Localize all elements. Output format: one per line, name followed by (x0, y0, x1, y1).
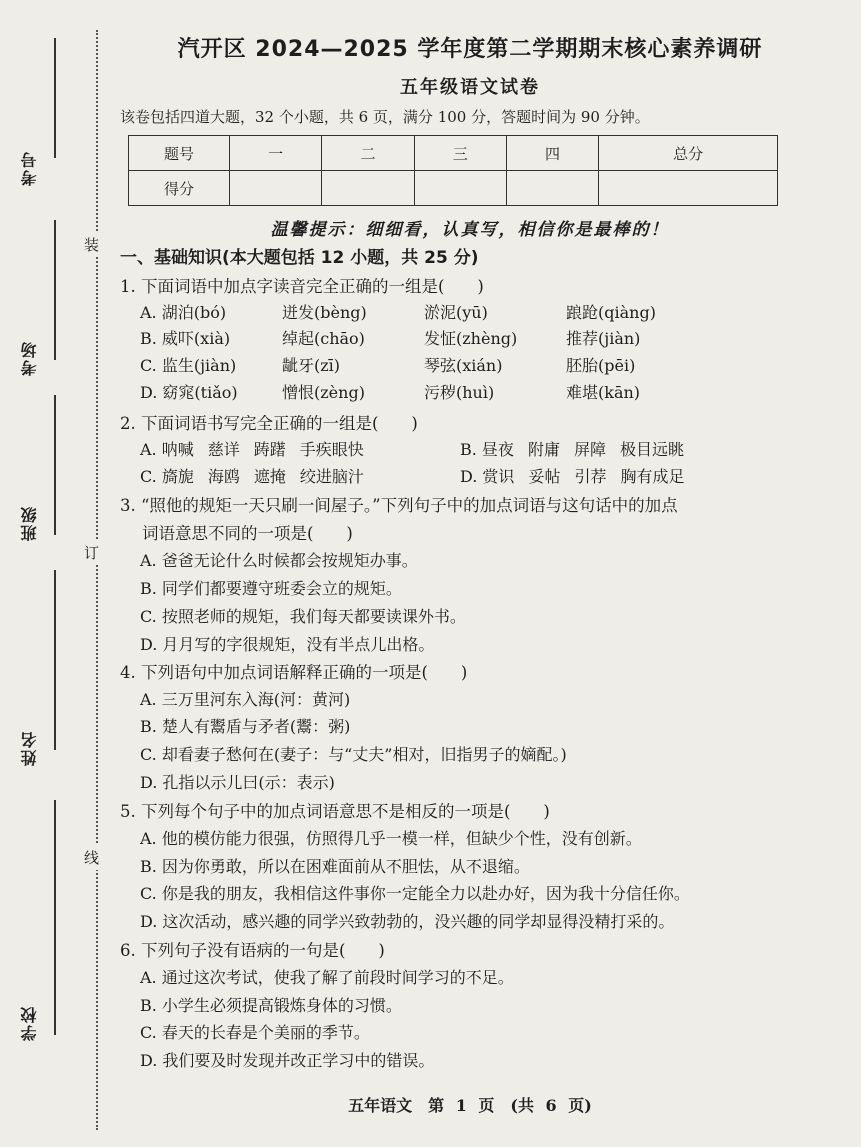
option-cell: 迸发(bèng) (282, 303, 367, 322)
option-cell: 发怔(zhèng) (424, 329, 518, 348)
question-6-option: D. 我们要及时发现并改正学习中的错误。 (140, 1051, 435, 1070)
question-5-option: C. 你是我的朋友，我相信这件事你一定能全力以赴办好，因为我十分信任你。 (140, 884, 690, 903)
question-4-option: B. 楚人有鬻盾与矛者(鬻：粥) (140, 717, 351, 736)
question-3-stem-line2: 词语意思不同的一项是( ) (142, 524, 353, 543)
score-table-column: 二 (322, 136, 414, 171)
margin-label-school: 学校 (20, 1005, 39, 1041)
margin-fill-line (54, 800, 56, 1035)
exam-title: 汽开区 2024—2025 学年度第二学期期末核心素养调研 (177, 37, 763, 62)
option-word: 海鸥 (207, 467, 240, 486)
score-table-row (129, 171, 778, 206)
option-cell: A. 湖泊(bó) (140, 303, 227, 322)
score-table-column: 三 (414, 136, 506, 171)
score-table-header: 题号 (129, 136, 230, 171)
question-2-row (460, 464, 698, 487)
option-word: 慈详 (207, 440, 240, 459)
question-6-option: C. 春天的长春是个美丽的季节。 (140, 1023, 370, 1042)
question-5-option: D. 这次活动，感兴趣的同学兴致勃勃的，没兴趣的同学却显得没精打采的。 (140, 912, 675, 931)
binding-word-xian: 线 (84, 845, 99, 870)
option-cell: 憎恨(zèng) (282, 383, 365, 402)
question-3-option: C. 按照老师的规矩，我们每天都要读课外书。 (140, 607, 466, 626)
question-1-row (140, 380, 640, 403)
question-5-option: B. 因为你勇敢，所以在困难面前从不胆怯，从不退缩。 (140, 857, 530, 876)
exam-instructions: 该卷包括四道大题，32 个小题，共 6 页，满分 100 分，答题时间为 90 分钟。 (120, 108, 650, 126)
option-word: B. 昼夜 (460, 440, 514, 459)
question-1-row (140, 326, 640, 349)
option-cell: 踉跄(qiàng) (566, 303, 656, 322)
question-1-row (140, 353, 635, 376)
question-6-stem: 6. 下列句子没有语病的一句是( ) (120, 941, 385, 960)
question-1-stem: 1. 下面词语中加点字读音完全正确的一组是( ) (120, 277, 484, 296)
option-word: A. 呐喊 (140, 440, 194, 459)
option-word: 绞进脑汁 (299, 467, 364, 486)
margin-label-exam-room: 考场 (20, 340, 39, 376)
score-cell[interactable] (599, 171, 778, 206)
section-heading: 一、基础知识(本大题包括 12 小题，共 25 分) (120, 248, 479, 268)
question-5-stem: 5. 下列每个句子中的加点词语意思不是相反的一项是( ) (120, 802, 550, 821)
score-table-column: 总分 (599, 136, 778, 171)
option-word: 踌躇 (253, 440, 286, 459)
margin-fill-line (54, 570, 56, 750)
question-4-option: A. 三万里河东入海(河：黄河) (140, 690, 351, 709)
score-table-row (129, 136, 778, 171)
option-word: 引荐 (574, 467, 607, 486)
margin-label-name: 姓名 (20, 730, 39, 766)
question-2-row (140, 464, 378, 487)
score-table-column: 四 (506, 136, 598, 171)
margin-fill-line (54, 395, 56, 535)
question-4-stem: 4. 下列语句中加点词语解释正确的一项是( ) (120, 663, 468, 682)
option-word: 遮掩 (253, 467, 286, 486)
question-4-option: C. 却看妻子愁何在(妻子：与“丈夫”相对，旧指男子的嫡配。) (140, 745, 567, 764)
score-table (128, 135, 778, 206)
option-cell: 难堪(kān) (566, 383, 641, 402)
option-cell: D. 窈窕(tiǎo) (140, 383, 238, 402)
option-cell: 琴弦(xián) (424, 356, 503, 375)
binding-word-ding: 订 (84, 540, 99, 565)
option-word: D. 赏识 (460, 467, 515, 486)
question-3-option: B. 同学们都要遵守班委会立的规矩。 (140, 579, 402, 598)
margin-fill-line (54, 38, 56, 158)
score-cell[interactable] (414, 171, 506, 206)
margin-fill-line (54, 220, 56, 360)
question-2-stem: 2. 下面词语书写完全正确的一组是( ) (120, 414, 418, 433)
margin-label-class: 班级 (20, 505, 39, 541)
question-2-row (460, 437, 698, 460)
score-cell[interactable] (506, 171, 598, 206)
question-4-option: D. 孔指以示儿曰(示：表示) (140, 773, 335, 792)
binding-word-zhuang: 装 (84, 232, 99, 257)
question-3-option: D. 月月写的字很规矩，没有半点儿出格。 (140, 635, 435, 654)
warm-tip: 温馨提示：细细看，认真写，相信你是最棒的！ (270, 220, 670, 240)
option-word: 妥帖 (528, 467, 561, 486)
question-6-option: B. 小学生必须提高锻炼身体的习惯。 (140, 996, 402, 1015)
option-word: 手疾眼快 (299, 440, 364, 459)
option-cell: C. 监生(jiàn) (140, 356, 237, 375)
option-cell: 污秽(huì) (424, 383, 495, 402)
question-6-option: A. 通过这次考试，使我了解了前段时间学习的不足。 (140, 968, 514, 987)
margin-label-exam-number: 考号 (20, 150, 39, 186)
question-5-option: A. 他的模仿能力很强，仿照得几乎一模一样，但缺少个性，没有创新。 (140, 829, 642, 848)
score-cell[interactable] (322, 171, 414, 206)
option-cell: 推荐(jiàn) (566, 329, 641, 348)
score-table-column: 一 (230, 136, 322, 171)
binding-dotted-line (96, 30, 98, 1130)
option-cell: 胚胎(pēi) (566, 356, 636, 375)
question-3-option: A. 爸爸无论什么时候都会按规矩办事。 (140, 551, 418, 570)
option-cell: 淤泥(yū) (424, 303, 488, 322)
option-word: C. 旖旎 (140, 467, 194, 486)
page-footer: 五年语文 第 1 页 (共 6 页) (348, 1096, 592, 1115)
option-word: 胸有成足 (620, 467, 685, 486)
option-cell: 绰起(chāo) (282, 329, 365, 348)
question-3-stem: 3. “照他的规矩一天只刷一间屋子。”下列句子中的加点词语与这句话中的加点 (120, 496, 678, 515)
option-cell: 龇牙(zī) (282, 356, 341, 375)
question-2-row (140, 437, 378, 460)
option-word: 极目远眺 (619, 440, 684, 459)
question-1-row (140, 300, 656, 323)
option-cell: B. 威吓(xià) (140, 329, 231, 348)
option-word: 附庸 (527, 440, 560, 459)
exam-subtitle: 五年级语文试卷 (400, 77, 540, 98)
score-table-header: 得分 (129, 171, 230, 206)
option-word: 屏障 (573, 440, 606, 459)
score-cell[interactable] (230, 171, 322, 206)
